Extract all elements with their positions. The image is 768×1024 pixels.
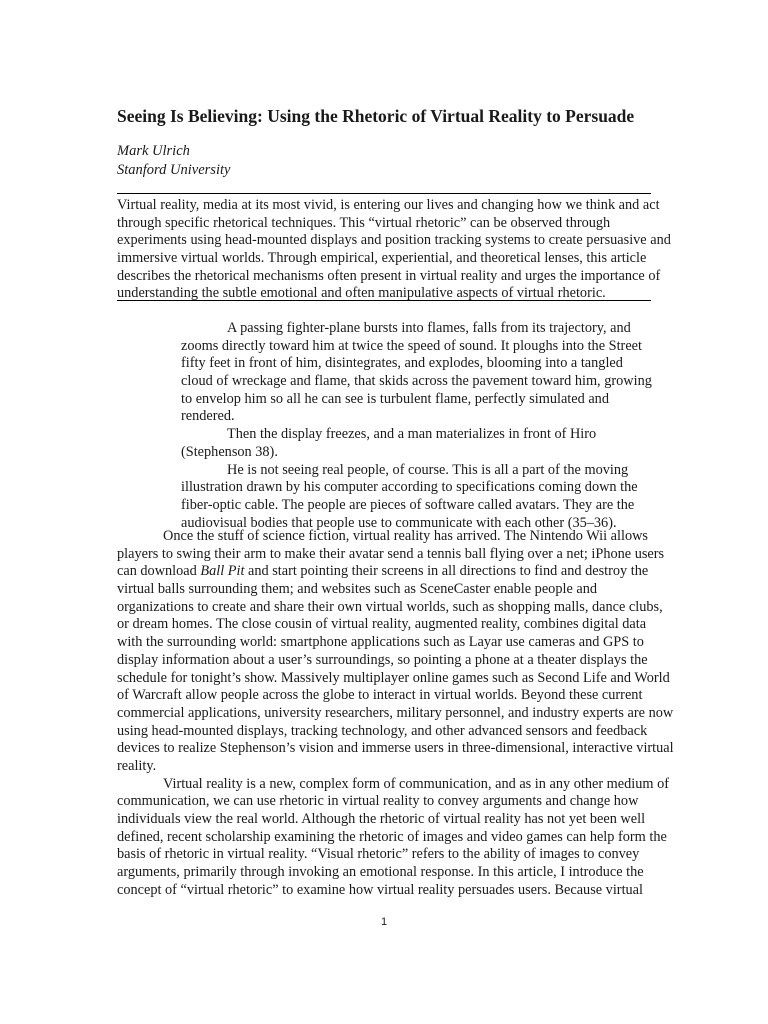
body-line: basis of rhetoric in virtual reality. “Visual rhetoric” refers to the ability of images to convey xyxy=(117,846,640,863)
quote-line: zooms directly toward him at twice the speed of sound. It ploughs into the Street xyxy=(181,337,642,354)
body-line: arguments, primarily through invoking an emotional response. In this article, I introduce the xyxy=(117,864,644,881)
abstract xyxy=(117,193,671,302)
abstract-line: experiments using head-mounted displays and position tracking systems to create persuasive and xyxy=(117,232,671,249)
author-affiliation: Stanford University xyxy=(117,162,231,178)
body-line: Once the stuff of science fiction, virtual reality has arrived. The Nintendo Wii allows xyxy=(163,528,648,544)
body-line: or dream homes. The close cousin of virtual reality, augmented reality, combines digital data xyxy=(117,616,647,633)
body-line: of Warcraft allow people across the globe to interact in virtual worlds. Beyond these current xyxy=(117,687,643,704)
body-line: communication, we can use rhetoric in virtual reality to convey arguments and change how xyxy=(117,793,639,810)
body-line: using head-mounted displays, tracking technology, and other advanced sensors and feedback xyxy=(117,722,648,739)
quote-line: illustration drawn by his computer according to specifications coming down the xyxy=(181,479,638,496)
paper-title: Seeing Is Believing: Using the Rhetoric of Virtual Reality to Persuade xyxy=(117,106,635,126)
quote-line: (Stephenson 38). xyxy=(181,443,278,460)
quote-line: A passing fighter-plane bursts into flames, falls from its trajectory, and xyxy=(227,320,631,336)
body-line: defined, recent scholarship examining the rhetoric of images and video games can help form the xyxy=(117,828,667,845)
abstract-line: understanding the subtle emotional and often manipulative aspects of virtual rhetoric. xyxy=(117,285,606,302)
body-line-segment: can download xyxy=(117,563,201,580)
author-block xyxy=(117,142,230,180)
body-line: Virtual reality is a new, complex form of communication, and as in any other medium of xyxy=(163,775,670,792)
quote-line: rendered. xyxy=(181,408,235,425)
body-line: concept of “virtual rhetoric” to examine how virtual reality persuades users. Because virtual xyxy=(117,881,644,898)
body-line: reality. xyxy=(117,757,157,774)
author-name: Mark Ulrich xyxy=(117,143,190,159)
quote-line: He is not seeing real people, of course. This is all a part of the moving xyxy=(227,461,629,478)
body-line: devices to realize Stephenson’s vision and immerse users in three-dimensional, interactive virtual xyxy=(117,740,674,757)
body-line: organizations to create and share their own virtual worlds, such as shopping malls, dance clubs, xyxy=(117,598,663,615)
quote-line: fifty feet in front of him, disintegrates, and explodes, blooming into a tangled xyxy=(181,355,623,372)
quote-line: cloud of wreckage and flame, that skids across the pavement toward him, growing xyxy=(181,373,652,390)
abstract-line: Virtual reality, media at its most vivid, is entering our lives and changing how we think and act xyxy=(117,197,660,213)
quote-line: audiovisual bodies that people use to communicate with each other (35–36). xyxy=(181,514,617,531)
quote-line: to envelop him so all he can see is turbulent flame, perfectly simulated and xyxy=(181,390,609,407)
body-text xyxy=(117,528,674,899)
quote-line: fiber-optic cable. The people are pieces of software called avatars. They are the xyxy=(181,496,635,513)
abstract-line: immersive virtual worlds. Through empirical, experiential, and theoretical lenses, this article xyxy=(117,250,647,267)
body-line: individuals view the real world. Although the rhetoric of virtual reality has not yet been well xyxy=(117,811,646,827)
body-line: players to swing their arm to make their avatar send a tennis ball flying over a net; iPhone users xyxy=(117,545,665,562)
page-number: 1 xyxy=(380,916,388,928)
body-line: with the surrounding world: smartphone applications such as Layar use cameras and GPS to xyxy=(117,634,644,651)
block-quote xyxy=(181,320,651,532)
body-line: commercial applications, university researchers, military personnel, and industry experts are now xyxy=(117,704,674,721)
app-title-ball-pit: Ball Pit xyxy=(200,563,245,580)
body-line: virtual balls surrounding them; and websites such as SceneCaster enable people and xyxy=(117,581,598,598)
body-line-segment: and start pointing their screens in all directions to find and destroy the xyxy=(244,563,649,580)
quote-line: Then the display freezes, and a man materializes in front of Hiro xyxy=(227,426,597,443)
body-line xyxy=(117,563,657,581)
abstract-line: through specific rhetorical techniques. This “virtual rhetoric” can be observed through xyxy=(117,214,611,231)
body-line: schedule for tonight’s show. Massively multiplayer online games such as Second Life and World xyxy=(117,669,670,686)
abstract-line: describes the rhetorical mechanisms often present in virtual reality and urges the importance of xyxy=(117,267,661,284)
body-line: display information about a user’s surroundings, so pointing a phone at a theater displays the xyxy=(117,651,648,668)
